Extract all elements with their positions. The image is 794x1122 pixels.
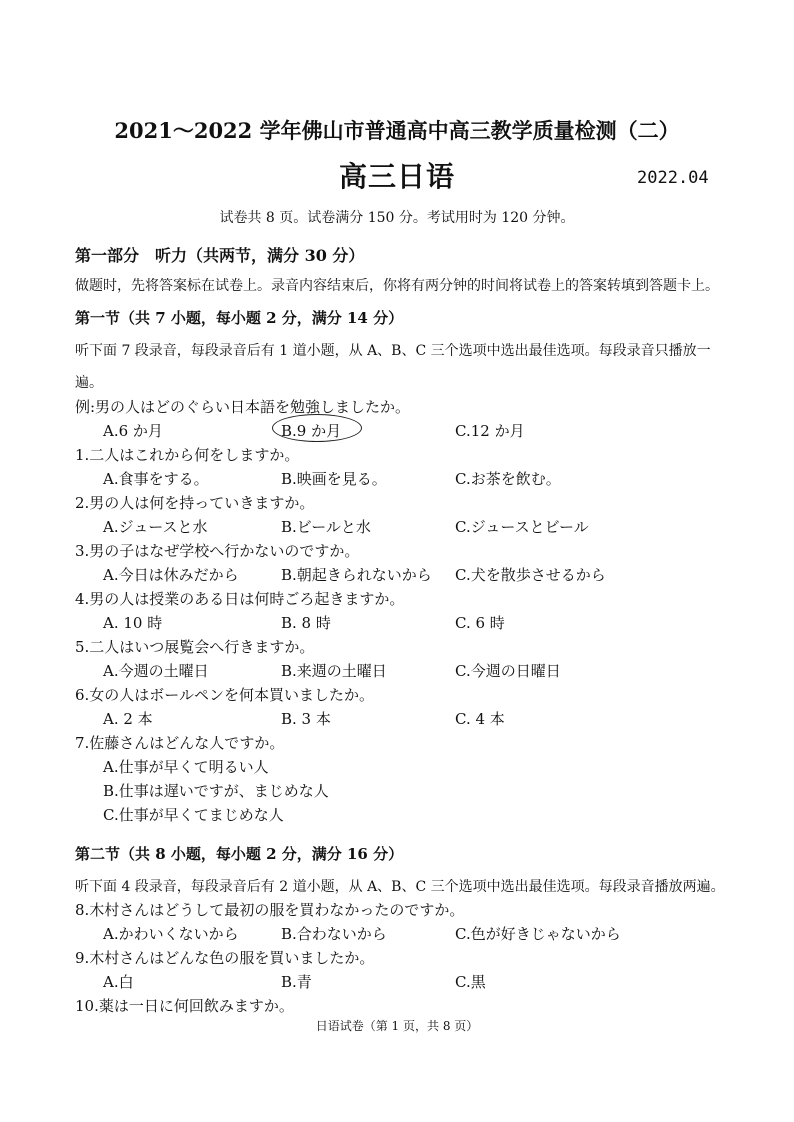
example-option-b: B.9 か月 xyxy=(281,422,342,440)
question-5-option-a: A.今週の土曜日 xyxy=(103,662,209,680)
question-5-option-c: C.今週の日曜日 xyxy=(455,662,561,680)
question-1: 1.二人はこれから何をしますか。 xyxy=(75,446,300,464)
section2-instruction: 听下面 4 段录音，每段录音后有 2 道小题，从 A、B、C 三个选项中选出最佳选项。每段录音播放两遍。 xyxy=(75,879,725,895)
answer-circle-mark xyxy=(272,414,362,442)
question-2-option-c: C.ジュースとビール xyxy=(455,518,589,536)
question-9-option-c: C.黒 xyxy=(455,973,486,991)
exam-subject: 高三日语 xyxy=(338,160,455,193)
question-3-option-b: B.朝起きられないから xyxy=(281,566,432,584)
question-9: 9.木村さんはどんな色の服を買いましたか。 xyxy=(75,949,375,967)
exam-title: 2021～2022 学年佛山市普通高中高三教学质量检测（二） xyxy=(114,118,680,143)
question-4-option-a: A. 10 時 xyxy=(103,614,163,632)
question-2-option-b: B.ビールと水 xyxy=(281,518,371,536)
example-option-a: A.6 か月 xyxy=(103,422,163,440)
part1-instruction: 做题时，先将答案标在试卷上。录音内容结束后，你将有两分钟的时间将试卷上的答案转填到答题卡上。 xyxy=(75,278,719,294)
section2-heading: 第二节（共 8 小题，每小题 2 分，满分 16 分） xyxy=(75,845,404,863)
question-9-option-b: B.青 xyxy=(281,973,312,991)
question-5: 5.二人はいつ展覧会へ行きますか。 xyxy=(75,638,315,656)
exam-date: 2022.04 xyxy=(637,168,709,188)
exam-info: 试卷共 8 页。试卷满分 150 分。考试用时为 120 分钟。 xyxy=(219,210,575,226)
question-4-option-b: B. 8 時 xyxy=(281,614,331,632)
example-question: 例:男の人はどのぐらい日本語を勉強しましたか。 xyxy=(75,398,411,416)
section1-heading: 第一节（共 7 小题，每小题 2 分，满分 14 分） xyxy=(75,309,404,327)
question-9-option-a: A.白 xyxy=(103,973,134,991)
question-7: 7.佐藤さんはどんな人ですか。 xyxy=(75,734,285,752)
example-option-c: C.12 か月 xyxy=(455,422,525,440)
question-3-option-c: C.犬を散歩させるから xyxy=(455,566,606,584)
question-6-option-c: C. 4 本 xyxy=(455,710,505,728)
section1-instruction: 听下面 7 段录音，每段录音后有 1 道小题，从 A、B、C 三个选项中选出最佳选项。每段录音只播放一 xyxy=(75,343,711,359)
question-8-option-b: B.合わないから xyxy=(281,925,387,943)
question-10: 10.薬は一日に何回飲みますか。 xyxy=(75,997,294,1015)
question-8-option-a: A.かわいくないから xyxy=(103,925,239,943)
question-7-option-b: B.仕事は遅いですが、まじめな人 xyxy=(103,782,329,800)
question-4-option-c: C. 6 時 xyxy=(455,614,505,632)
question-7-option-a: A.仕事が早くて明るい人 xyxy=(103,758,269,776)
question-1-option-a: A.食事をする。 xyxy=(103,470,209,488)
question-7-option-c: C.仕事が早くてまじめな人 xyxy=(103,806,284,824)
question-5-option-b: B.来週の土曜日 xyxy=(281,662,387,680)
question-1-option-c: C.お茶を飲む。 xyxy=(455,470,561,488)
question-4: 4.男の人は授業のある日は何時ごろ起きますか。 xyxy=(75,590,405,608)
question-3: 3.男の子はなぜ学校へ行かないのですか。 xyxy=(75,542,360,560)
question-2: 2.男の人は何を持っていきますか。 xyxy=(75,494,315,512)
part1-heading: 第一部分 听力（共两节，满分 30 分） xyxy=(75,246,365,265)
question-3-option-a: A.今日は休みだから xyxy=(103,566,239,584)
question-6-option-a: A. 2 本 xyxy=(103,710,153,728)
question-2-option-a: A.ジュースと水 xyxy=(103,518,208,536)
question-8: 8.木村さんはどうして最初の服を買わなかったのですか。 xyxy=(75,901,465,919)
question-6: 6.女の人はボールペンを何本買いましたか。 xyxy=(75,686,375,704)
section1-instruction-cont: 遍。 xyxy=(75,375,103,391)
question-8-option-c: C.色が好きじゃないから xyxy=(455,925,621,943)
page-footer: 日语试卷（第 1 页，共 8 页） xyxy=(315,1019,479,1033)
question-1-option-b: B.映画を見る。 xyxy=(281,470,387,488)
question-6-option-b: B. 3 本 xyxy=(281,710,331,728)
